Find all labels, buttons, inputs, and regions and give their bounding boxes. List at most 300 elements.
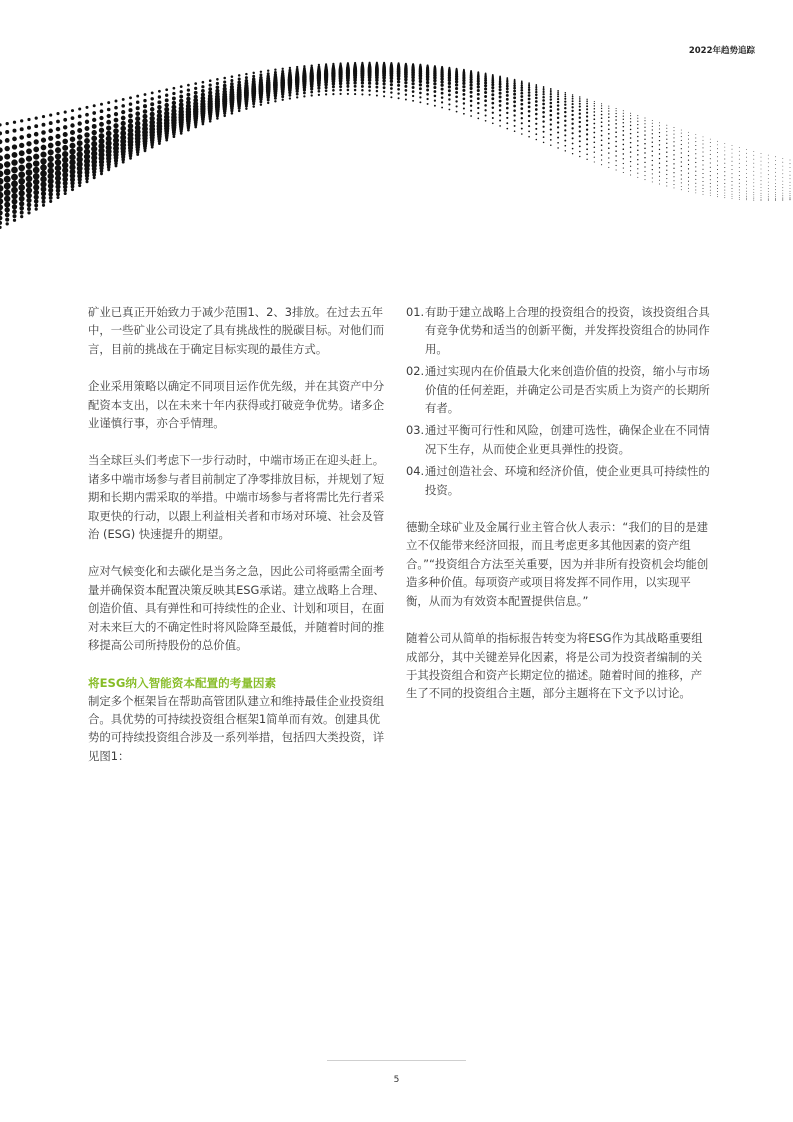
- wave-dot: [746, 157, 747, 158]
- wave-dot: [165, 98, 169, 102]
- wave-dot: [528, 110, 531, 113]
- wave-dot: [535, 104, 538, 107]
- wave-dot: [4, 183, 11, 190]
- wave-dot: [361, 89, 364, 92]
- wave-dot: [608, 124, 610, 126]
- wave-dot: [630, 156, 631, 157]
- wave-dot: [615, 141, 617, 143]
- wave-dot: [383, 86, 386, 89]
- wave-dot: [520, 99, 523, 102]
- wave-dot: [630, 118, 631, 119]
- wave-dot: [543, 126, 545, 128]
- wave-dot: [710, 186, 711, 187]
- wave-dot: [470, 100, 473, 103]
- wave-dot: [572, 137, 574, 139]
- wave-dot: [274, 94, 277, 97]
- wave-dot: [732, 198, 733, 199]
- wave-dot: [521, 122, 523, 124]
- wave-dot: [717, 145, 718, 146]
- wave-dot: [56, 120, 60, 124]
- wave-dot: [55, 141, 61, 147]
- wave-dot: [180, 90, 183, 93]
- list-item-number: 01.: [406, 305, 425, 319]
- wave-dot: [180, 85, 183, 88]
- wave-dot: [695, 175, 696, 176]
- wave-dot: [521, 117, 523, 119]
- wave-dot: [33, 173, 40, 180]
- wave-dot: [688, 191, 689, 192]
- wave-dot: [775, 160, 776, 161]
- wave-dot: [681, 189, 682, 190]
- wave-dot: [761, 161, 762, 162]
- wave-dot: [339, 85, 342, 88]
- wave-dot: [100, 109, 104, 113]
- wave-dot: [19, 135, 24, 140]
- wave-dot: [724, 150, 725, 151]
- wave-dot: [652, 126, 653, 127]
- wave-dot: [717, 156, 718, 157]
- wave-dot: [564, 98, 566, 100]
- wave-dot: [601, 103, 602, 104]
- wave-dot: [746, 177, 747, 178]
- wave-dot: [608, 108, 609, 109]
- wave-dot: [164, 103, 168, 107]
- wave-dot: [282, 68, 284, 70]
- wave-dot: [259, 100, 262, 103]
- wave-dot: [332, 82, 335, 85]
- wave-dot: [513, 90, 516, 93]
- wave-dot: [35, 117, 38, 120]
- wave-dot: [332, 85, 335, 88]
- wave-dot: [652, 169, 653, 170]
- wave-dot: [433, 82, 436, 85]
- wave-dot: [404, 81, 407, 84]
- wave-dot: [267, 69, 269, 71]
- wave-dot: [542, 111, 545, 114]
- wave-dot: [659, 153, 660, 154]
- wave-dot: [520, 103, 523, 106]
- wave-dot: [55, 147, 61, 153]
- wave-dot: [56, 188, 60, 192]
- wave-dot: [528, 89, 530, 91]
- wave-dot: [49, 200, 52, 203]
- wave-dot: [579, 96, 580, 97]
- wave-dot: [27, 203, 32, 208]
- wave-dot: [579, 100, 581, 102]
- wave-dot: [397, 92, 399, 94]
- wave-dot: [550, 91, 552, 93]
- wave-dot: [710, 150, 711, 151]
- wave-dot: [790, 175, 791, 176]
- wave-dot: [390, 87, 393, 90]
- wave-dot: [85, 106, 88, 109]
- wave-dot: [535, 87, 537, 89]
- wave-dot: [70, 136, 76, 142]
- wave-dot: [383, 82, 386, 85]
- wave-dot: [426, 93, 429, 96]
- list-item-number: 03.: [406, 423, 425, 438]
- wave-dot: [19, 190, 25, 196]
- wave-dot: [368, 78, 372, 82]
- wave-dot: [666, 135, 667, 136]
- wave-dot: [775, 180, 776, 181]
- wave-dot: [499, 88, 502, 91]
- wave-dot: [768, 199, 769, 200]
- wave-dot: [543, 136, 545, 138]
- wave-dot: [753, 189, 754, 190]
- wave-dot: [550, 93, 552, 95]
- wave-dot: [135, 111, 140, 116]
- wave-dot: [717, 161, 718, 162]
- wave-dot: [572, 94, 573, 95]
- wave-dot: [209, 84, 212, 87]
- wave-dot: [644, 127, 645, 128]
- wave-dot: [637, 145, 639, 147]
- wave-dot: [688, 142, 689, 143]
- paragraph: 随着公司从简单的指标报告转变为将ESG作为其战略重要组成部分，其中关键差异化因素，将是公司为投资者编制的关于其投资组合和资产长期定位的描述。随着时间的推移，产生了不同的投资组合主题，部分主题将在下文予以讨论。: [406, 631, 703, 701]
- wave-dot: [252, 75, 255, 78]
- wave-dot: [354, 89, 357, 92]
- wave-dot: [383, 91, 385, 93]
- wave-dot: [630, 125, 631, 126]
- wave-dot: [564, 120, 566, 122]
- wave-dot: [710, 171, 711, 172]
- wave-dot: [506, 87, 509, 90]
- wave-dot: [4, 196, 10, 202]
- wave-dot: [703, 185, 704, 186]
- list-item: [406, 303, 711, 358]
- wave-dot: [681, 144, 682, 145]
- wave-dot: [586, 103, 588, 105]
- wave-dot: [717, 169, 718, 170]
- wave-dot: [608, 133, 610, 135]
- wave-dot: [144, 149, 147, 152]
- wave-dot: [433, 90, 436, 93]
- wave-dot: [5, 218, 9, 222]
- wave-dot: [666, 161, 667, 162]
- wave-dot: [550, 105, 553, 108]
- wave-dot: [347, 89, 350, 92]
- wave-dot: [412, 100, 414, 102]
- wave-dot: [513, 84, 516, 87]
- wave-dot: [223, 112, 226, 115]
- wave-dot: [586, 105, 588, 107]
- wave-dot: [659, 176, 660, 177]
- wave-dot: [48, 129, 53, 134]
- wave-dot: [652, 120, 653, 121]
- wave-dot: [92, 173, 96, 177]
- wave-dot: [19, 143, 24, 148]
- wave-dot: [564, 107, 566, 109]
- wave-dot: [129, 102, 133, 106]
- wave-dot: [652, 160, 653, 161]
- wave-dot: [717, 177, 718, 178]
- wave-dot: [659, 122, 660, 123]
- wave-dot: [77, 146, 83, 152]
- wave-dot: [114, 106, 118, 110]
- wave-dot: [463, 97, 466, 100]
- wave-dot: [56, 112, 59, 115]
- wave-dot: [572, 153, 573, 154]
- wave-dot: [318, 90, 321, 93]
- wave-dot: [143, 109, 148, 114]
- wave-dot: [550, 118, 552, 120]
- wave-dot: [703, 191, 704, 192]
- wave-dot: [419, 87, 422, 90]
- wave-dot: [739, 192, 740, 193]
- wave-dot: [513, 96, 516, 99]
- wave-dot: [477, 112, 479, 114]
- wave-dot: [644, 152, 645, 153]
- wave-dot: [11, 193, 17, 199]
- wave-dot: [260, 103, 262, 105]
- wave-dot: [216, 82, 219, 85]
- wave-dot: [572, 132, 574, 134]
- wave-dot: [62, 151, 68, 157]
- wave-dot: [637, 136, 639, 138]
- wave-dot: [107, 108, 111, 112]
- wave-dot: [739, 163, 740, 164]
- wave-dot: [317, 87, 320, 90]
- wave-dot: [506, 128, 508, 130]
- wave-dot: [440, 80, 443, 83]
- wave-dot: [608, 152, 609, 153]
- wave-dot: [702, 151, 703, 152]
- wave-dot: [157, 105, 161, 109]
- wave-dot: [550, 96, 552, 98]
- wave-dot: [33, 167, 40, 174]
- wave-dot: [78, 121, 82, 125]
- wave-dot: [208, 87, 212, 91]
- wave-dot: [99, 116, 103, 120]
- wave-dot: [0, 216, 2, 221]
- wave-dot: [106, 131, 112, 137]
- wave-dot: [26, 156, 32, 162]
- wave-dot: [499, 96, 502, 99]
- wave-dot: [542, 96, 545, 99]
- wave-dot: [674, 127, 675, 128]
- dotted-wave-icon: [0, 0, 793, 270]
- wave-dot: [695, 179, 696, 180]
- wave-dot: [608, 110, 609, 111]
- wave-dot: [593, 118, 595, 120]
- wave-dot: [746, 149, 747, 150]
- wave-dot: [623, 126, 625, 128]
- wave-dot: [426, 98, 428, 100]
- wave-dot: [376, 90, 378, 92]
- wave-dot: [26, 187, 32, 193]
- wave-dot: [455, 87, 458, 90]
- wave-dot: [564, 101, 566, 103]
- wave-dot: [230, 109, 233, 112]
- wave-dot: [608, 120, 610, 122]
- wave-dot: [216, 85, 220, 89]
- wave-dot: [601, 105, 602, 106]
- wave-dot: [753, 200, 754, 201]
- wave-dot: [4, 169, 11, 176]
- wave-dot: [143, 104, 147, 108]
- wave-dot: [85, 113, 89, 117]
- wave-dot: [637, 164, 638, 165]
- wave-dot: [724, 195, 725, 196]
- wave-dot: [390, 96, 392, 98]
- wave-dot: [521, 128, 523, 130]
- wave-dot: [746, 153, 747, 154]
- wave-dot: [100, 172, 103, 175]
- wave-dot: [557, 98, 559, 100]
- wave-dot: [571, 114, 573, 116]
- wave-dot: [593, 111, 595, 113]
- wave-dot: [746, 196, 747, 197]
- wave-dot: [187, 93, 191, 97]
- wave-dot: [19, 150, 25, 156]
- wave-dot: [499, 125, 501, 127]
- wave-dot: [412, 90, 415, 93]
- wave-dot: [775, 199, 776, 200]
- wave-dot: [782, 197, 783, 198]
- wave-dot: [732, 194, 733, 195]
- wave-dot: [717, 191, 718, 192]
- wave-dot: [601, 149, 602, 150]
- wave-dot: [768, 198, 769, 199]
- wave-dot: [753, 171, 754, 172]
- wave-dot: [40, 152, 46, 158]
- wave-dot: [27, 207, 31, 211]
- wave-dot: [499, 109, 501, 111]
- wave-dot: [56, 196, 59, 199]
- wave-dot: [586, 138, 588, 140]
- wave-dot: [572, 96, 574, 98]
- wave-dot: [702, 164, 703, 165]
- wave-dot: [775, 164, 776, 165]
- wave-dot: [106, 120, 111, 125]
- wave-dot: [12, 152, 18, 158]
- wave-dot: [194, 126, 197, 129]
- wave-dot: [20, 211, 24, 215]
- wave-dot: [158, 90, 161, 93]
- wave-dot: [47, 162, 54, 169]
- wave-dot: [114, 118, 119, 123]
- wave-dot: [623, 115, 624, 116]
- wave-dot: [397, 80, 400, 83]
- wave-dot: [644, 148, 645, 149]
- wave-dot: [732, 191, 733, 192]
- wave-dot: [194, 82, 197, 85]
- wave-dot: [5, 138, 10, 143]
- wave-dot: [434, 100, 436, 102]
- wave-dot: [84, 138, 90, 144]
- wave-dot: [608, 113, 609, 114]
- wave-dot: [11, 167, 18, 174]
- wave-dot: [303, 92, 306, 95]
- wave-dot: [252, 102, 255, 105]
- wave-dot: [695, 166, 696, 167]
- wave-dot: [601, 135, 603, 137]
- wave-dot: [746, 165, 747, 166]
- wave-dot: [230, 79, 233, 82]
- wave-dot: [434, 95, 437, 98]
- wave-dot: [231, 112, 234, 115]
- wave-dot: [724, 175, 725, 176]
- wave-dot: [623, 158, 624, 159]
- header-title: 2022年趋势追踪: [688, 46, 755, 56]
- wave-dot: [615, 113, 616, 114]
- wave-dot: [717, 152, 718, 153]
- paragraph: 矿业已真正开始致力于减少范围1、2、3排放。在过去五年中，一些矿业公司设定了具有挑战性的脱碳目标。对他们而言，目前的挑战在于确定目标实现的最佳方式。: [88, 305, 385, 356]
- wave-dot: [623, 113, 624, 114]
- wave-dot: [732, 185, 733, 186]
- wave-dot: [710, 162, 711, 163]
- wave-dot: [688, 132, 689, 133]
- wave-dot: [564, 140, 566, 142]
- wave-dot: [12, 144, 17, 149]
- wave-dot: [652, 181, 653, 182]
- wave-dot: [673, 134, 674, 135]
- wave-dot: [0, 171, 3, 178]
- wave-dot: [702, 173, 703, 174]
- wave-dot: [615, 119, 617, 121]
- wave-dot: [216, 78, 219, 81]
- wave-dot: [666, 165, 667, 166]
- wave-dot: [6, 222, 9, 225]
- wave-dot: [42, 115, 45, 118]
- wave-dot: [121, 116, 126, 121]
- wave-dot: [695, 134, 696, 135]
- wave-dot: [455, 91, 458, 94]
- wave-dot: [455, 83, 458, 86]
- wave-dot: [62, 145, 68, 151]
- wave-dot: [303, 95, 305, 97]
- wave-dot: [746, 184, 747, 185]
- wave-dot: [753, 197, 754, 198]
- wave-dot: [484, 109, 486, 111]
- wave-dot: [78, 181, 82, 185]
- wave-dot: [390, 91, 392, 93]
- list-item: [406, 421, 711, 458]
- wave-dot: [623, 144, 625, 146]
- wave-dot: [768, 162, 769, 163]
- wave-dot: [782, 177, 783, 178]
- wave-dot: [463, 102, 465, 104]
- wave-dot: [463, 113, 465, 115]
- wave-dot: [99, 122, 104, 127]
- wave-dot: [615, 123, 617, 125]
- wave-dot: [644, 139, 645, 140]
- page-number: 5: [393, 1075, 400, 1085]
- wave-dot: [681, 152, 682, 153]
- wave-dot: [0, 198, 3, 204]
- wave-dot: [695, 171, 696, 172]
- wave-dot: [644, 157, 645, 158]
- wave-dot: [601, 154, 602, 155]
- wave-dot: [296, 66, 298, 68]
- wave-dot: [761, 199, 762, 200]
- wave-dot: [550, 134, 552, 136]
- wave-dot: [173, 87, 176, 90]
- wave-dot: [761, 169, 762, 170]
- wave-dot: [535, 89, 537, 91]
- wave-dot: [557, 101, 559, 103]
- wave-dot: [542, 116, 545, 119]
- wave-dot: [702, 181, 703, 182]
- wave-dot: [586, 99, 587, 100]
- wave-dot: [703, 140, 704, 141]
- wave-dot: [543, 87, 545, 89]
- wave-dot: [542, 120, 544, 122]
- wave-dot: [513, 105, 516, 108]
- wave-dot: [535, 128, 537, 130]
- wave-dot: [492, 117, 494, 119]
